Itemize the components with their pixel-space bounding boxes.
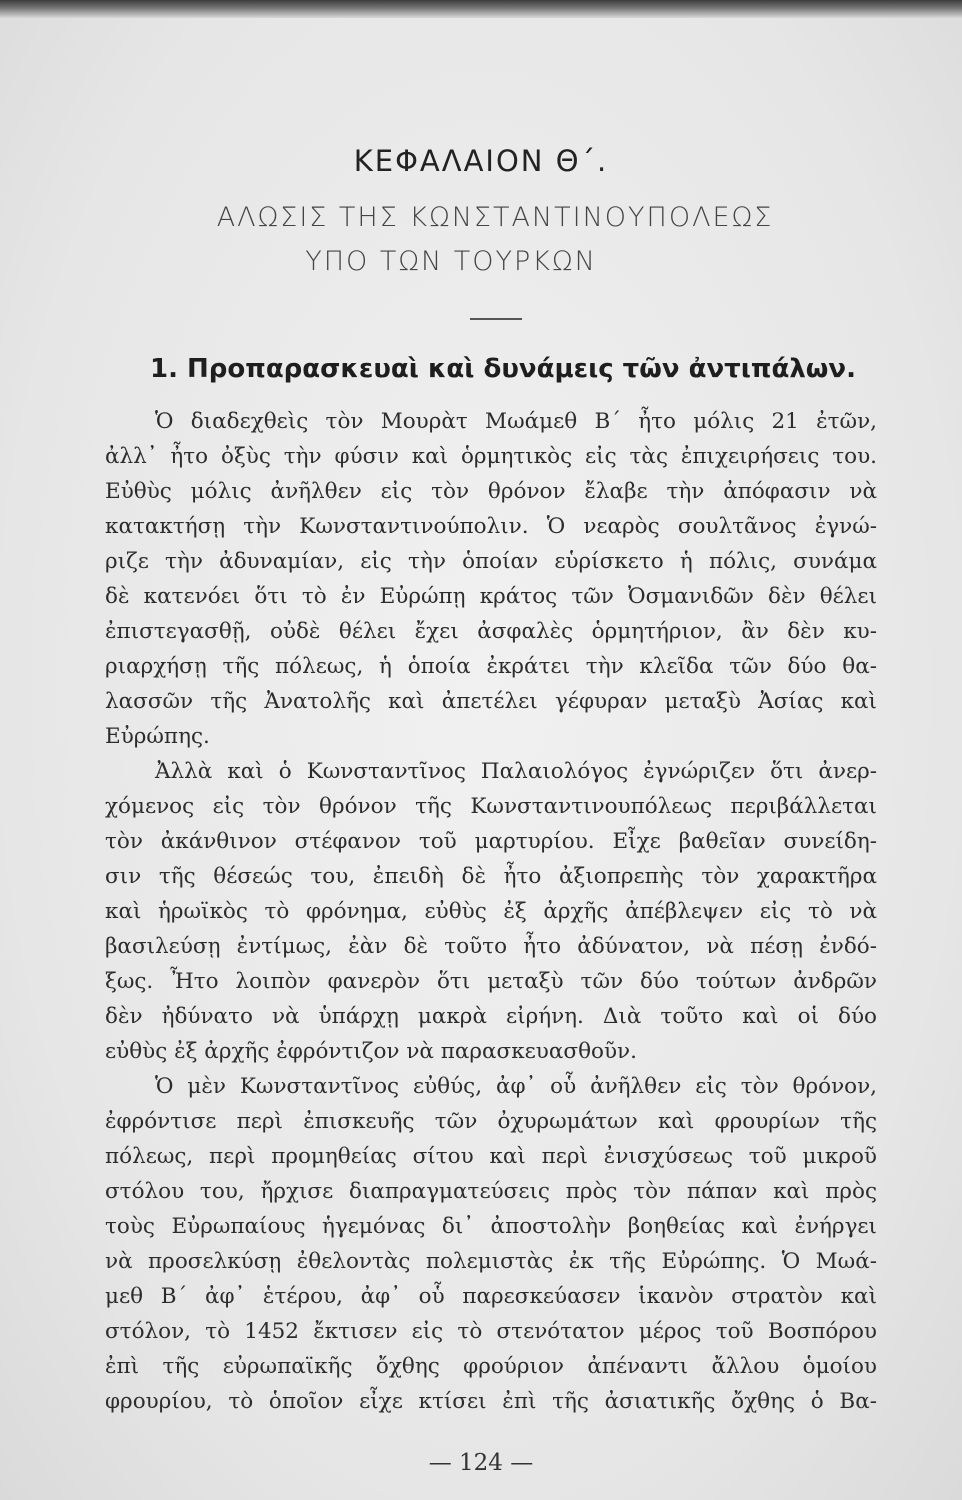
text-line: φρουρίου, τὸ ὁποῖον εἶχε κτίσει ἐπὶ τῆς ἀσιατικῆς ὄχθης ὁ Βα- — [105, 1389, 877, 1414]
text-line: μεθ Β΄ ἀφ᾽ ἑτέρου, ἀφ᾽ οὗ παρεσκεύασεν ἱκανὸν στρατὸν καὶ — [105, 1284, 877, 1309]
text-line: ἐπὶ τῆς εὐρωπαϊκῆς ὄχθης φρούριον ἀπέναντι ἄλλου ὁμοίου — [105, 1354, 877, 1379]
text-line: ριαρχήσῃ τῆς πόλεως, ἡ ὁποία ἐκράτει τὴν κλεῖδα τῶν δύο θα- — [105, 654, 877, 679]
text-line: δὲν ἠδύνατο νὰ ὑπάρχῃ μακρὰ εἰρήνη. Διὰ τοῦτο καὶ οἱ δύο — [105, 1004, 877, 1029]
text-line: τοὺς Εὐρωπαίους ἡγεμόνας δι᾽ ἀποστολὴν βοηθείας καὶ ἐνήργει — [105, 1214, 877, 1239]
text-line: Εὐθὺς μόλις ἀνῆλθεν εἰς τὸν θρόνον ἔλαβε τὴν ἀπόφασιν νὰ — [105, 479, 877, 504]
text-line: ριζε τὴν ἀδυναμίαν, εἰς τὴν ὁποίαν εὑρίσκετο ἡ πόλις, συνάμα — [105, 549, 877, 574]
text-line: κατακτήσῃ τὴν Κωνσταντινούπολιν. Ὁ νεαρὸς σουλτᾶνος ἐγνώ- — [105, 514, 877, 539]
chapter-heading: ΚΕΦΑΛΑΙΟΝ Θ΄. — [353, 144, 609, 178]
text-line: βασιλεύσῃ ἐντίμως, ἐὰν δὲ τοῦτο ἦτο ἀδύνατον, νὰ πέσῃ ἐνδό- — [105, 934, 877, 959]
chapter-title-line-1: ΑΛΩΣΙΣ ΤΗΣ ΚΩΝΣΤΑΝΤΙΝΟΥΠΟΛΕΩΣ — [216, 202, 774, 233]
text-line: χόμενος εἰς τὸν θρόνον τῆς Κωνσταντινουπόλεως περιβάλλεται — [105, 794, 877, 819]
body-text — [105, 404, 877, 1419]
text-line: λασσῶν τῆς Ἀνατολῆς καὶ ἀπετέλει γέφυραν μεταξὺ Ἀσίας καὶ — [105, 689, 877, 714]
text-line: Ἀλλὰ καὶ ὁ Κωνσταντῖνος Παλαιολόγος ἐγνώριζεν ὅτι ἀνερ- — [155, 759, 877, 784]
section-heading: 1. Προπαρασκευαὶ καὶ δυνάμεις τῶν ἀντιπάλων. — [150, 354, 856, 384]
text-line: ἐφρόντισε περὶ ἐπισκευῆς τῶν ὀχυρωμάτων καὶ φρουρίων τῆς — [105, 1109, 877, 1134]
text-line: δὲ κατενόει ὅτι τὸ ἐν Εὐρώπῃ κράτος τῶν Ὀσμανιδῶν δὲν θέλει — [105, 584, 877, 609]
text-line: ἀλλ᾽ ἦτο ὀξὺς τὴν φύσιν καὶ ὁρμητικὸς εἰς τὰς ἐπιχειρήσεις του. — [105, 444, 877, 469]
title-divider — [470, 318, 522, 320]
text-line: καὶ ἡρωϊκὸς τὸ φρόνημα, εὐθὺς ἐξ ἀρχῆς ἀπέβλεψεν εἰς τὸ νὰ — [105, 899, 877, 924]
text-line: ἐπιστεγασθῇ, οὐδὲ θέλει ἔχει ἀσφαλὲς ὁρμητήριον, ἂν δὲν κυ- — [105, 619, 877, 644]
scan-top-edge — [0, 0, 962, 18]
text-line: εὐθὺς ἐξ ἀρχῆς ἐφρόντιζον νὰ παρασκευασθοῦν. — [105, 1039, 637, 1064]
book-page — [0, 18, 962, 1500]
text-line: Ὁ διαδεχθεὶς τὸν Μουρὰτ Μωάμεθ Β΄ ἦτο μόλις 21 ἐτῶν, — [155, 409, 877, 434]
text-line: στόλον, τὸ 1452 ἔκτισεν εἰς τὸ στενότατον μέρος τοῦ Βοσπόρου — [105, 1319, 877, 1344]
text-line: πόλεως, περὶ προμηθείας σίτου καὶ περὶ ἐνισχύσεως τοῦ μικροῦ — [105, 1144, 877, 1169]
text-line: ξως. Ἦτο λοιπὸν φανερὸν ὅτι μεταξὺ τῶν δύο τούτων ἀνδρῶν — [105, 969, 877, 994]
text-line: Εὐρώπης. — [105, 724, 210, 749]
text-line: τὸν ἀκάνθινον στέφανον τοῦ μαρτυρίου. Εἶχε βαθεῖαν συνείδη- — [105, 829, 877, 854]
page-number: — 124 — — [428, 1450, 534, 1476]
chapter-title-line-2: ΥΠΟ ΤΩΝ ΤΟΥΡΚΩΝ — [305, 246, 597, 277]
text-line: νὰ προσελκύσῃ ἐθελοντὰς πολεμιστὰς ἐκ τῆς Εὐρώπης. Ὁ Μωά- — [105, 1249, 877, 1274]
text-line: σιν τῆς θέσεώς του, ἐπειδὴ δὲ ἦτο ἀξιοπρεπὴς τὸν χαρακτῆρα — [105, 864, 877, 889]
text-line: στόλου του, ἤρχισε διαπραγματεύσεις πρὸς τὸν πάπαν καὶ πρὸς — [105, 1179, 877, 1204]
text-line: Ὁ μὲν Κωνσταντῖνος εὐθύς, ἀφ᾽ οὗ ἀνῆλθεν εἰς τὸν θρόνον, — [155, 1074, 877, 1099]
